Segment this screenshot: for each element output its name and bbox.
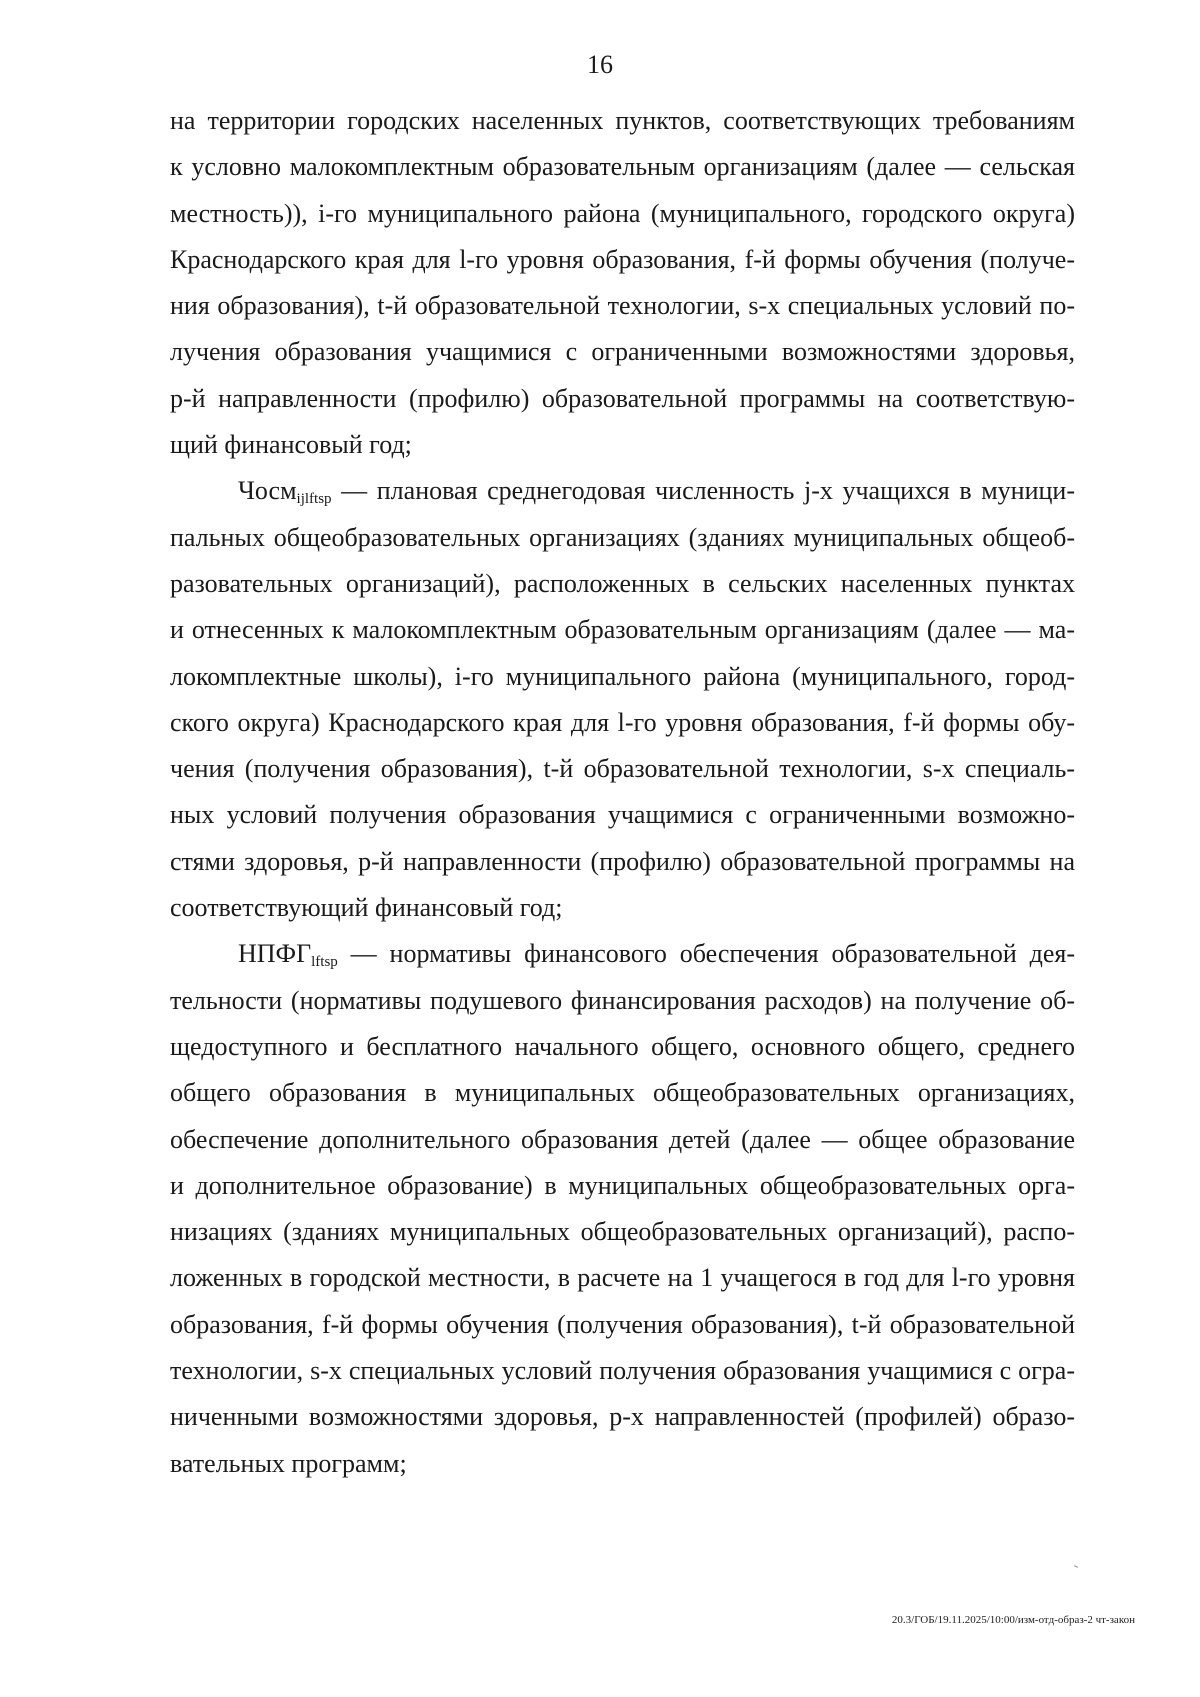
text-line: ского округа) Краснодарского края для l-го уровня образования, f-й формы обу- — [170, 707, 1075, 737]
text-line: общего образования в муниципальных общеобразовательных организациях, — [170, 1078, 1075, 1108]
text-line: разовательных организаций), расположенных в сельских населенных пунктах — [170, 568, 1075, 598]
text-line: на территории городских населенных пунктов, соответствующих требованиям — [170, 106, 1075, 135]
text-line: ния образования), t-й образовательной технологии, s-х специальных условий по- — [170, 291, 1075, 321]
text-line: ных условий получения образования учащимися с ограниченными возможно- — [170, 800, 1075, 830]
text-line: ложенных в городской местности, в расчете на 1 учащегося в год для l-го уровня — [170, 1263, 1075, 1293]
scan-speck — [1074, 1565, 1078, 1568]
text-line: чения (получения образования), t-й образовательной технологии, s-х специаль- — [170, 754, 1075, 784]
paragraph-continuation — [170, 98, 1075, 468]
text-line: и дополнительное образование) в муниципальных общеобразовательных орга- — [170, 1170, 1075, 1200]
text-line: ниченными возможностями здоровья, p-х направленностей (профилей) образо- — [170, 1402, 1075, 1432]
text-line: Краснодарского края для l-го уровня образования, f-й формы обучения (получе- — [170, 244, 1075, 274]
text-line: тельности (нормативы подушевого финансирования расходов) на получение об- — [170, 985, 1075, 1015]
text-line: щий финансовый год; — [170, 430, 412, 460]
term-subscript: lftsp — [311, 954, 338, 971]
text-line: низациях (зданиях муниципальных общеобразовательных организаций), распо- — [170, 1217, 1075, 1247]
document-body — [170, 98, 1075, 1487]
text-line: стями здоровья, p-й направленности (профилю) образовательной программы на — [170, 846, 1075, 876]
text-line: лучения образования учащимися с ограниченными возможностями здоровья, — [170, 337, 1075, 367]
term-symbol: Чосм — [238, 476, 297, 506]
text-line: соответствующий финансовый год; — [170, 893, 563, 923]
text-line: образования, f-й формы обучения (получения образования), t-й образовательной — [170, 1309, 1075, 1339]
definition-first-line — [170, 468, 1075, 514]
footer-document-stamp: 20.3/ГОБ/19.11.2025/10:00/изм-отд-образ-2 чт-закон — [891, 1614, 1135, 1626]
definition-text: — нормативы финансового обеспечения образовательной дея- — [337, 939, 1075, 969]
definition-text: — плановая среднегодовая численность j-х учащихся в муници- — [331, 476, 1075, 506]
definition-npfg — [170, 931, 1075, 1487]
definition-first-line — [170, 931, 1075, 977]
text-line: и отнесенных к малокомплектным образовательным организациям (далее — ма- — [170, 615, 1075, 645]
term-symbol: НПФГ — [238, 939, 312, 969]
text-line: локомплектные школы), i-го муниципального района (муниципального, город- — [170, 661, 1075, 691]
text-line: местность)), i-го муниципального района (муниципального, городского округа) — [170, 198, 1075, 228]
term-subscript: ijlftsp — [296, 491, 332, 508]
text-line: технологии, s-х специальных условий получения образования учащимися с огра- — [170, 1356, 1075, 1386]
text-line: пальных общеобразовательных организациях (зданиях муниципальных общеоб- — [170, 522, 1075, 552]
text-line: вательных программ; — [170, 1448, 407, 1478]
definition-chosm — [170, 468, 1075, 931]
page-number: 16 — [587, 50, 613, 79]
text-line: к условно малокомплектным образовательным организациям (далее — сельская — [170, 152, 1075, 182]
text-line: обеспечение дополнительного образования детей (далее — общее образование — [170, 1124, 1075, 1154]
text-line: p-й направленности (профилю) образовательной программы на соответствую- — [170, 383, 1075, 413]
text-line: щедоступного и бесплатного начального общего, основного общего, среднего — [170, 1031, 1075, 1061]
